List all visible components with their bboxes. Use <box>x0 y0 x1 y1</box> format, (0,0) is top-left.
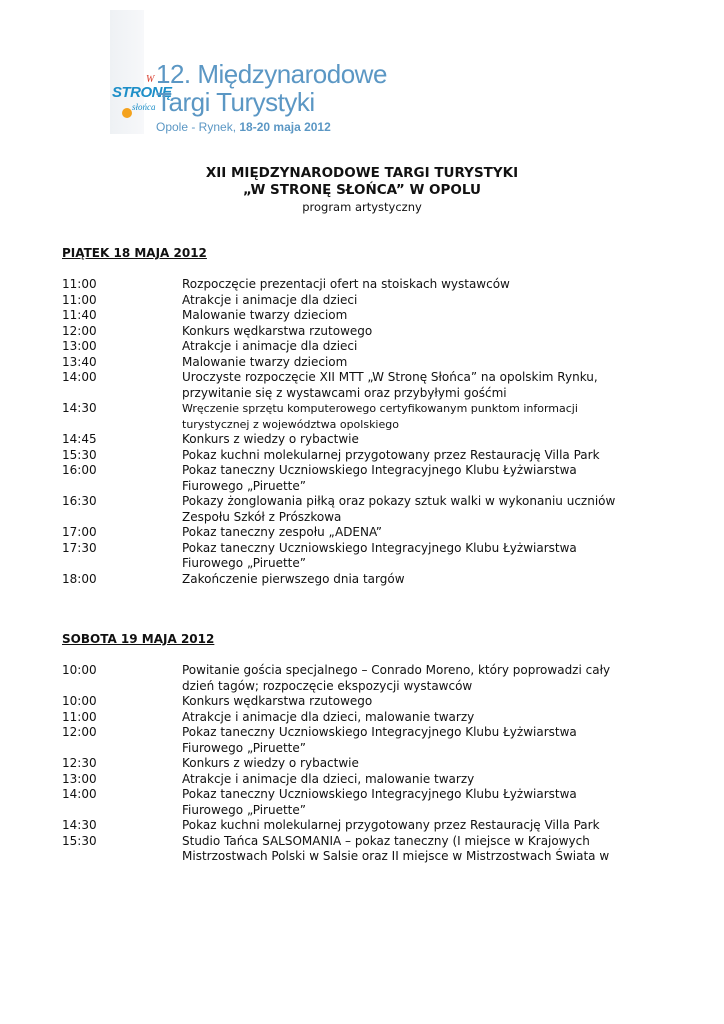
friday-schedule <box>62 277 662 587</box>
document-subtitle: program artystyczny <box>302 200 422 214</box>
schedule-time: 17:30 <box>62 540 97 555</box>
schedule-description: Malowanie twarzy dzieciom <box>182 354 348 369</box>
schedule-description: Konkurs z wiedzy o rybactwie <box>182 756 359 770</box>
schedule-time: 11:00 <box>62 292 97 307</box>
schedule-row <box>62 494 662 525</box>
schedule-row <box>62 694 662 710</box>
saturday-schedule <box>62 663 662 865</box>
schedule-time: 14:00 <box>62 787 97 801</box>
schedule-row <box>62 725 662 756</box>
schedule-row <box>62 355 662 371</box>
schedule-description: Studio Tańca SALSOMANIA – pokaz taneczny (I miejsce w Krajowych Mistrzostwach Polski w Salsie oraz II miejsce w Mistrzostwach Świata w <box>182 833 610 863</box>
schedule-description: Atrakcje i animacje dla dzieci <box>182 339 358 353</box>
schedule-description: Pokaz taneczny Uczniowskiego Integracyjnego Klubu Łyżwiarstwa Fiurowego „Piruette” <box>182 463 577 493</box>
schedule-row <box>62 541 662 572</box>
schedule-time: 10:00 <box>62 694 97 708</box>
title-line2: „W STRONĘ SŁOŃCA” W OPOLU <box>243 182 481 198</box>
schedule-row <box>62 308 662 324</box>
schedule-time: 15:30 <box>62 447 97 462</box>
schedule-description: Uroczyste rozpoczęcie XII MTT „W Stronę Słońca” na opolskim Rynku, przywitanie się z wystawcami oraz przybyłymi gośćmi <box>182 370 598 400</box>
event-header <box>110 10 440 135</box>
schedule-row <box>62 339 662 355</box>
schedule-time: 15:30 <box>62 833 97 848</box>
schedule-time: 11:00 <box>62 277 97 291</box>
schedule-time: 11:00 <box>62 709 97 724</box>
schedule-time: 12:00 <box>62 323 97 338</box>
title-line1: XII MIĘDZYNARODOWE TARGI TURYSTYKI <box>205 165 519 181</box>
schedule-description: Pokaz taneczny Uczniowskiego Integracyjnego Klubu Łyżwiarstwa Fiurowego „Piruette” <box>182 787 577 817</box>
logo-text: STRONĘ <box>112 84 172 101</box>
schedule-description: Zakończenie pierwszego dnia targów <box>182 571 405 586</box>
schedule-row <box>62 663 662 694</box>
schedule-row <box>62 756 662 772</box>
schedule-row <box>62 370 662 401</box>
schedule-description: Powitanie gościa specjalnego – Conrado Moreno, który poprowadzi cały dzień tagów; rozpoczęcie ekspozycji wystawców <box>182 663 611 693</box>
schedule-description: Konkurs wędkarstwa rzutowego <box>182 694 373 708</box>
schedule-description: Atrakcje i animacje dla dzieci, malowanie twarzy <box>182 771 475 786</box>
schedule-description: Pokaz taneczny zespołu „ADENA” <box>182 525 382 539</box>
schedule-row <box>62 834 662 865</box>
schedule-time: 14:45 <box>62 432 97 446</box>
schedule-row <box>62 772 662 788</box>
schedule-time: 16:00 <box>62 463 97 477</box>
event-title-line1: 12. Międzynarodowe <box>156 59 387 89</box>
schedule-description: Pokaz kuchni molekularnej przygotowany przez Restaurację Villa Park <box>182 818 600 832</box>
schedule-time: 12:30 <box>62 756 97 770</box>
schedule-description: Pokaz taneczny Uczniowskiego Integracyjnego Klubu Łyżwiarstwa Fiurowego „Piruette” <box>182 540 577 570</box>
friday-heading: PIĄTEK 18 MAJA 2012 <box>62 246 207 260</box>
schedule-row <box>62 525 662 541</box>
schedule-row <box>62 818 662 834</box>
schedule-time: 13:00 <box>62 339 97 353</box>
schedule-description: Konkurs wędkarstwa rzutowego <box>182 323 373 338</box>
schedule-row <box>62 710 662 726</box>
schedule-row <box>62 432 662 448</box>
event-title-line2: Targi Turystyki <box>156 87 315 117</box>
schedule-time: 13:40 <box>62 354 97 369</box>
schedule-description: Pokaz taneczny Uczniowskiego Integracyjnego Klubu Łyżwiarstwa Fiurowego „Piruette” <box>182 725 577 755</box>
schedule-description: Wręczenie sprzętu komputerowego certyfikowanym punktom informacji turystycznej z województwa opolskiego <box>182 402 578 431</box>
schedule-description: Rozpoczęcie prezentacji ofert na stoiskach wystawców <box>182 277 510 291</box>
schedule-description: Atrakcje i animacje dla dzieci <box>182 292 358 307</box>
schedule-description: Konkurs z wiedzy o rybactwie <box>182 432 359 446</box>
schedule-row <box>62 324 662 340</box>
schedule-time: 12:00 <box>62 725 97 739</box>
event-title <box>156 60 387 116</box>
schedule-time: 14:00 <box>62 370 97 384</box>
schedule-row <box>62 448 662 464</box>
schedule-row <box>62 572 662 588</box>
event-place-dates <box>156 120 331 134</box>
schedule-row <box>62 463 662 494</box>
schedule-row <box>62 787 662 818</box>
document-title <box>0 165 724 199</box>
saturday-heading: SOBOTA 19 MAJA 2012 <box>62 632 215 646</box>
schedule-time: 13:00 <box>62 771 97 786</box>
schedule-row <box>62 401 662 432</box>
schedule-description: Atrakcje i animacje dla dzieci, malowanie twarzy <box>182 709 475 724</box>
schedule-description: Pokaz kuchni molekularnej przygotowany przez Restaurację Villa Park <box>182 447 600 462</box>
schedule-description: Malowanie twarzy dzieciom <box>182 308 348 322</box>
schedule-time: 17:00 <box>62 525 97 539</box>
schedule-time: 18:00 <box>62 571 97 586</box>
logo-small: słońca <box>132 102 156 112</box>
schedule-time: 16:30 <box>62 494 97 508</box>
logo-w: W <box>146 74 155 85</box>
schedule-time: 14:30 <box>62 401 97 415</box>
event-place: Opole - Rynek, <box>156 120 240 134</box>
schedule-time: 10:00 <box>62 663 97 677</box>
event-dates: 18-20 maja 2012 <box>239 120 331 134</box>
schedule-description: Pokazy żonglowania piłką oraz pokazy sztuk walki w wykonaniu uczniów Zespołu Szkół z Prószkowa <box>182 494 616 524</box>
schedule-row <box>62 293 662 309</box>
schedule-row <box>62 277 662 293</box>
schedule-time: 11:40 <box>62 308 97 322</box>
schedule-time: 14:30 <box>62 818 97 832</box>
sun-icon <box>122 108 132 118</box>
